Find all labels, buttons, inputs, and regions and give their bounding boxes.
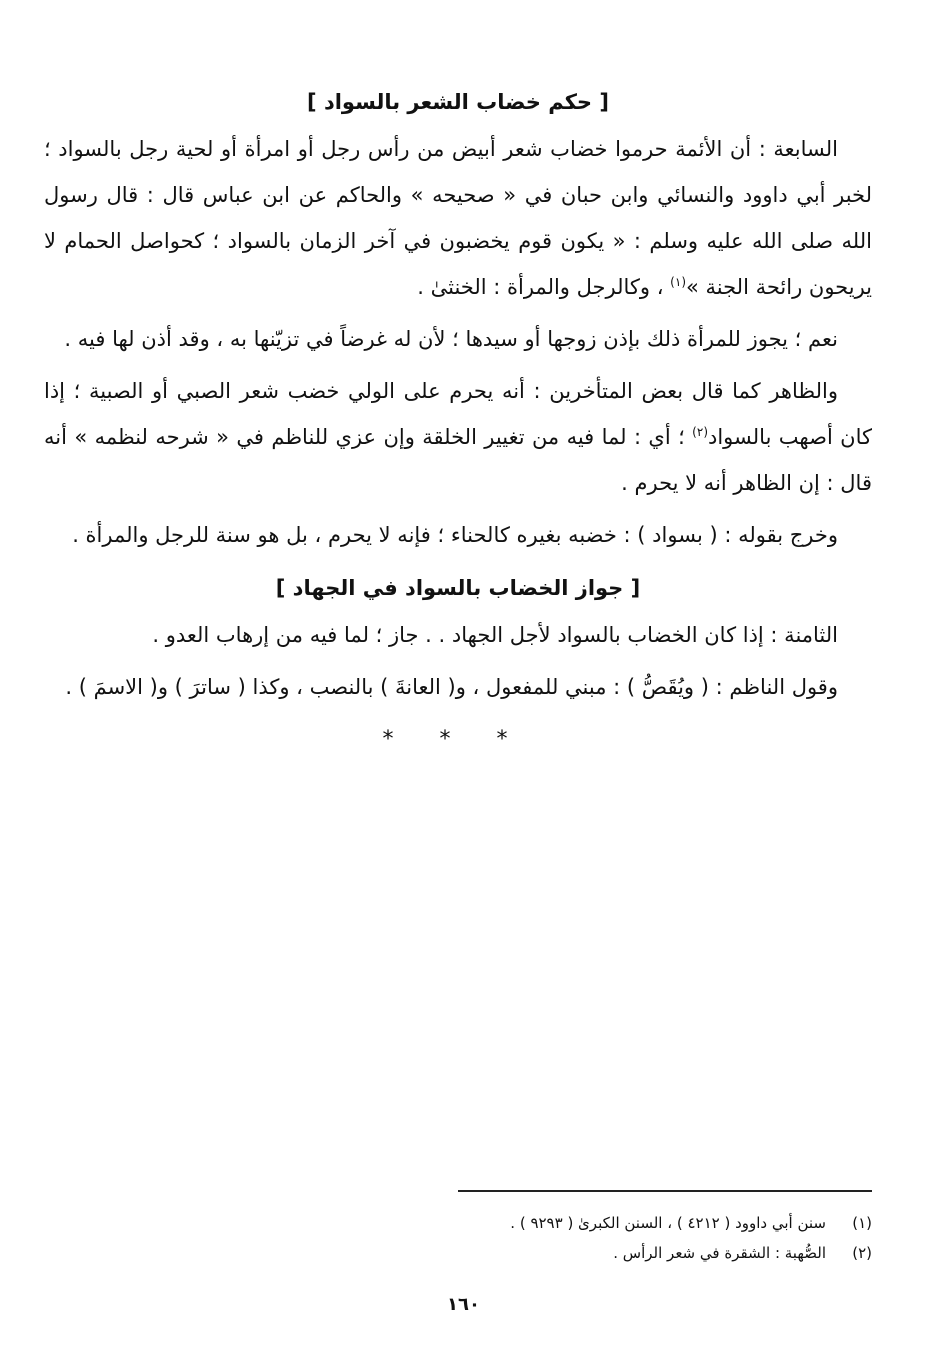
paragraph-henna: وخرج بقوله : ( بسواد ) : خضبه بغيره كالحناء ؛ فإنه لا يحرم ، بل هو سنة للرجل والمرأة . bbox=[72, 523, 838, 547]
footnotes bbox=[44, 1208, 872, 1268]
star-icon: * bbox=[439, 727, 477, 752]
footnote-number: (٢) bbox=[852, 1244, 872, 1262]
footnote-divider bbox=[458, 1190, 872, 1192]
footnote-ref-1[interactable]: (١) bbox=[670, 275, 686, 289]
footnote-text: سنن أبي داوود ( ٤٢١٢ ) ، السنن الكبرىٰ ( ٩٢٩٣ ) . bbox=[510, 1214, 826, 1232]
paragraph-guardian bbox=[44, 368, 872, 506]
paragraph-text: والظاهر كما قال بعض المتأخرين : أنه يحرم على الولي خضب شعر الصبي أو الصبية ؛ إذا كان أصهب بالسواد bbox=[44, 379, 872, 449]
paragraph-seventh bbox=[44, 126, 872, 310]
section-heading: [ جواز الخضاب بالسواد في الجهاد ] bbox=[275, 576, 641, 600]
footnote-item bbox=[44, 1208, 872, 1238]
paragraph-nazim: وقول الناظم : ( ويُقَصُّ ) : مبني للمفعول ، و( العانةَ ) بالنصب ، وكذا ( ساترَ ) و( الاسمَ ) . bbox=[65, 675, 838, 699]
page-number: ١٦٠ bbox=[447, 1294, 480, 1315]
footnote-number: (١) bbox=[852, 1214, 872, 1232]
paragraph-text: ؛ أي : لما فيه من تغيير الخلقة وإن عزي للناظم في « شرحه لنظمه » أنه قال : إن الظاهر أنه لا يحرم . bbox=[44, 425, 872, 495]
paragraph-eighth: الثامنة : إذا كان الخضاب بالسواد لأجل الجهاد . . جاز ؛ لما فيه من إرهاب العدو . bbox=[152, 623, 838, 647]
section-heading: [ حكم خضاب الشعر بالسواد ] bbox=[307, 90, 609, 114]
footnote-ref-2[interactable]: (٢) bbox=[692, 425, 708, 439]
paragraph-text: ، وكالرجل والمرأة : الخنثىٰ . bbox=[417, 275, 671, 299]
footnote-item bbox=[44, 1238, 872, 1268]
star-icon: * bbox=[382, 727, 420, 752]
footnote-text: الصُّهبة : الشقرة في شعر الرأس . bbox=[613, 1244, 826, 1262]
section-divider-stars bbox=[44, 720, 872, 760]
paragraph-text: السابعة : أن الأئمة حرموا خضاب شعر أبيض من رأس رجل أو امرأة أو لحية رجل بالسواد ؛ لخبر أبي داوود والنسائي وابن حبان في « صحيحه » والحاكم عن ابن عباس قال : قال رسول الله صلى الله عليه وسلم : « يكون قوم يخضبون في آخر الزمان بالسواد ؛ كحواصل الحمام لا يريحون رائحة الجنة » bbox=[44, 137, 872, 299]
paragraph-permission: نعم ؛ يجوز للمرأة ذلك بإذن زوجها أو سيدها ؛ لأن له غرضاً في تزيّنها به ، وقد أذن لها فيه . bbox=[64, 327, 838, 351]
page-body bbox=[44, 78, 872, 1328]
star-icon: * bbox=[496, 727, 534, 752]
